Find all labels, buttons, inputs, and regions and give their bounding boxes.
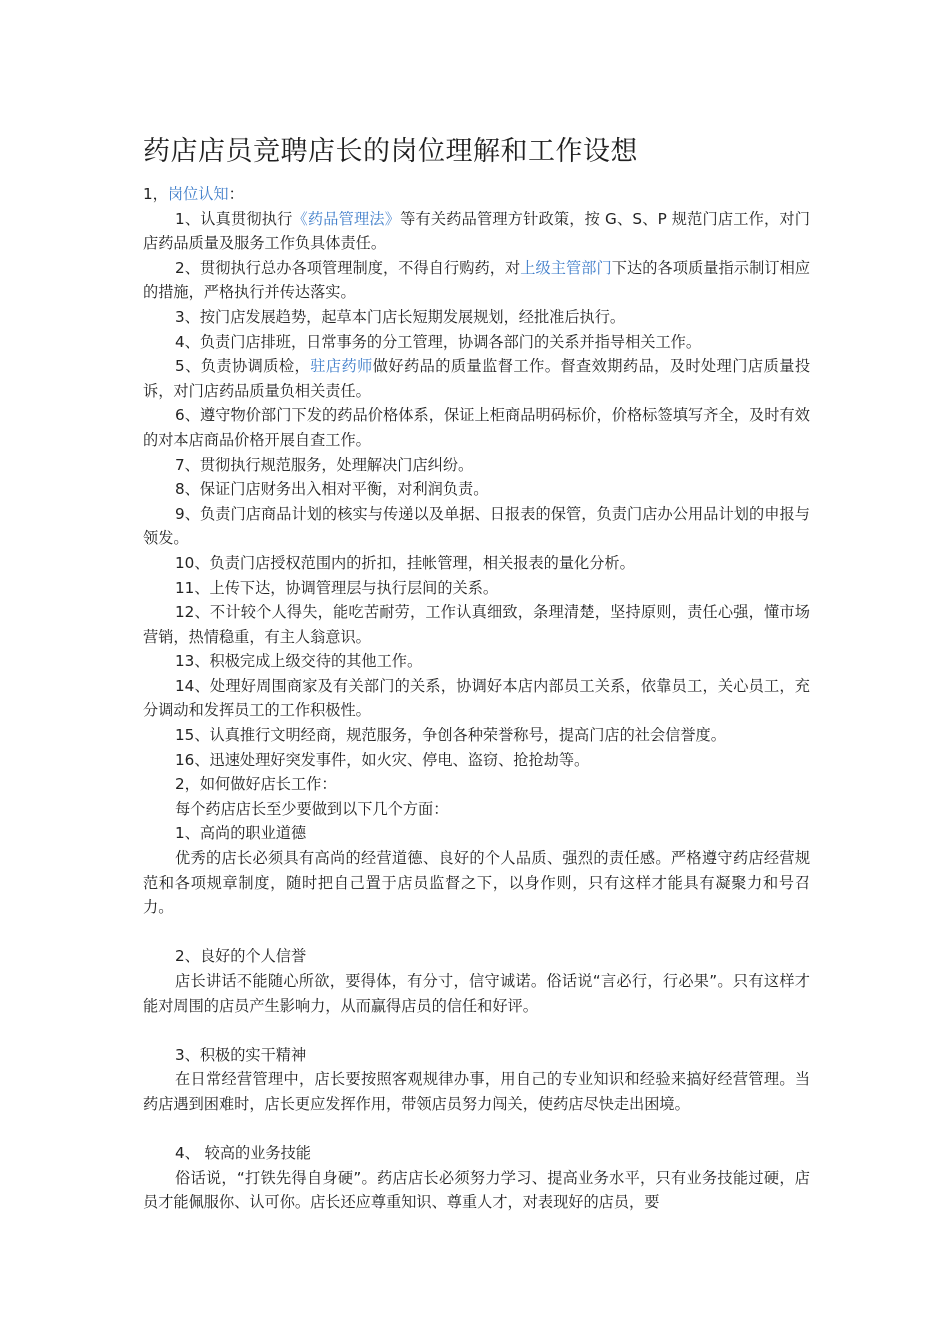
subheading-2-text: 店长讲话不能随心所欲，要得体，有分寸，信守诚诺。俗话说“言必行，行必果”。只有这样才能对周围的店员产生影响力，从而赢得店员的信任和好评。 — [143, 972, 810, 1015]
item-2 — [143, 256, 810, 305]
item-13: 13、积极完成上级交待的其他工作。 — [175, 652, 423, 671]
item-12: 12、不计较个人得失，能吃苦耐劳，工作认真细致，条理清楚，坚持原则，责任心强，懂市场营销，热情稳重，有主人翁意识。 — [143, 603, 810, 646]
item-1-text-b: 等有关药品管理方针政策，按 G、S、P 规范门店工作，对门店药品质量及服务工作负具体责任。 — [143, 209, 810, 253]
item-7: 7、贯彻执行规范服务，处理解决门店纠纷。 — [175, 455, 474, 474]
spacer — [143, 1018, 810, 1043]
item-14: 14、处理好周围商家及有关部门的关系，协调好本店内部员工关系，依靠员工，关心员工，充分调动和发挥员工的工作积极性。 — [143, 676, 810, 720]
subheading-4-text: 俗话说，“打铁先得自身硬”。药店店长必须努力学习、提高业务水平，只有业务技能过硬，店员才能佩服你、认可你。店长还应尊重知识、尊重人才，对表现好的店员，要 — [143, 1168, 810, 1212]
section-2-heading: 2，如何做好店长工作： — [175, 775, 337, 794]
section-1-number: 1， — [143, 185, 168, 203]
link-superior-department[interactable]: 上级主管部门 — [520, 258, 612, 277]
item-5 — [143, 354, 810, 403]
item-6: 6、遵守物价部门下发的药品价格体系，保证上柜商品明码标价，价格标签填写齐全，及时有效的对本店商品价格开展自查工作。 — [143, 406, 810, 449]
item-4: 4、负责门店排班，日常事务的分工管理，协调各部门的关系并指导相关工作。 — [175, 332, 702, 351]
item-2-text-a: 2、贯彻执行总办各项管理制度，不得自行购药，对 — [175, 258, 521, 277]
section-2-intro: 每个药店店长至少要做到以下几个方面： — [175, 799, 449, 818]
item-9: 9、负责门店商品计划的核实与传递以及单据、日报表的保管，负责门店办公用品计划的申报与领发。 — [143, 504, 810, 548]
section-1-colon: ： — [228, 185, 244, 203]
item-15: 15、认真推行文明经商，规范服务，争创各种荣誉称号，提高门店的社会信誉度。 — [175, 726, 726, 745]
item-2-text-b: 下达的各项质量指示制订相应的措施，严格执行并传达落实。 — [143, 258, 811, 302]
subheading-3-text: 在日常经营管理中，店长要按照客观规律办事，用自己的专业知识和经验来搞好经营管理。当药店遇到困难时，店长更应发挥作用，带领店员努力闯关，使药店尽快走出困境。 — [143, 1070, 810, 1113]
item-11: 11、上传下达，协调管理层与执行层间的关系。 — [175, 578, 499, 597]
section-1-heading — [143, 182, 810, 207]
subheading-1-text: 优秀的店长必须具有高尚的经营道德、良好的个人品质、强烈的责任感。严格遵守药店经营规范和各项规章制度，随时把自己置于店员监督之下，以身作则，只有这样才能具有凝聚力和号召力。 — [143, 849, 810, 917]
subheading-4: 4、 较高的业务技能 — [175, 1144, 311, 1163]
item-5-text-a: 5、负责协调质检， — [175, 357, 311, 376]
subheading-1: 1、高尚的职业道德 — [175, 824, 307, 843]
item-1-text-a: 1、认真贯彻执行 — [175, 209, 293, 228]
spacer — [143, 920, 810, 945]
link-job-cognition[interactable]: 岗位认知 — [167, 185, 229, 203]
link-drug-law[interactable]: 《药品管理法》 — [292, 209, 401, 228]
link-resident-pharmacist[interactable]: 驻店药师 — [310, 357, 373, 376]
item-5-text-b: 做好药品的质量监督工作。督查效期药品，及时处理门店质量投诉，对门店药品质量负相关责任。 — [143, 357, 811, 400]
subheading-3: 3、积极的实干精神 — [175, 1045, 307, 1064]
spacer — [143, 1117, 810, 1142]
document-page — [143, 130, 810, 1215]
item-3: 3、按门店发展趋势，起草本门店长短期发展规划，经批准后执行。 — [175, 307, 626, 326]
item-8: 8、保证门店财务出入相对平衡，对利润负责。 — [175, 480, 489, 499]
item-1 — [143, 207, 810, 256]
item-10: 10、负责门店授权范围内的折扣，挂帐管理，相关报表的量化分析。 — [175, 553, 635, 572]
subheading-2: 2、良好的个人信誉 — [175, 947, 307, 966]
document-title: 药店店员竞聘店长的岗位理解和工作设想 — [143, 136, 638, 167]
item-16: 16、迅速处理好突发事件，如火灾、停电、盗窃、抢抢劫等。 — [175, 750, 590, 769]
